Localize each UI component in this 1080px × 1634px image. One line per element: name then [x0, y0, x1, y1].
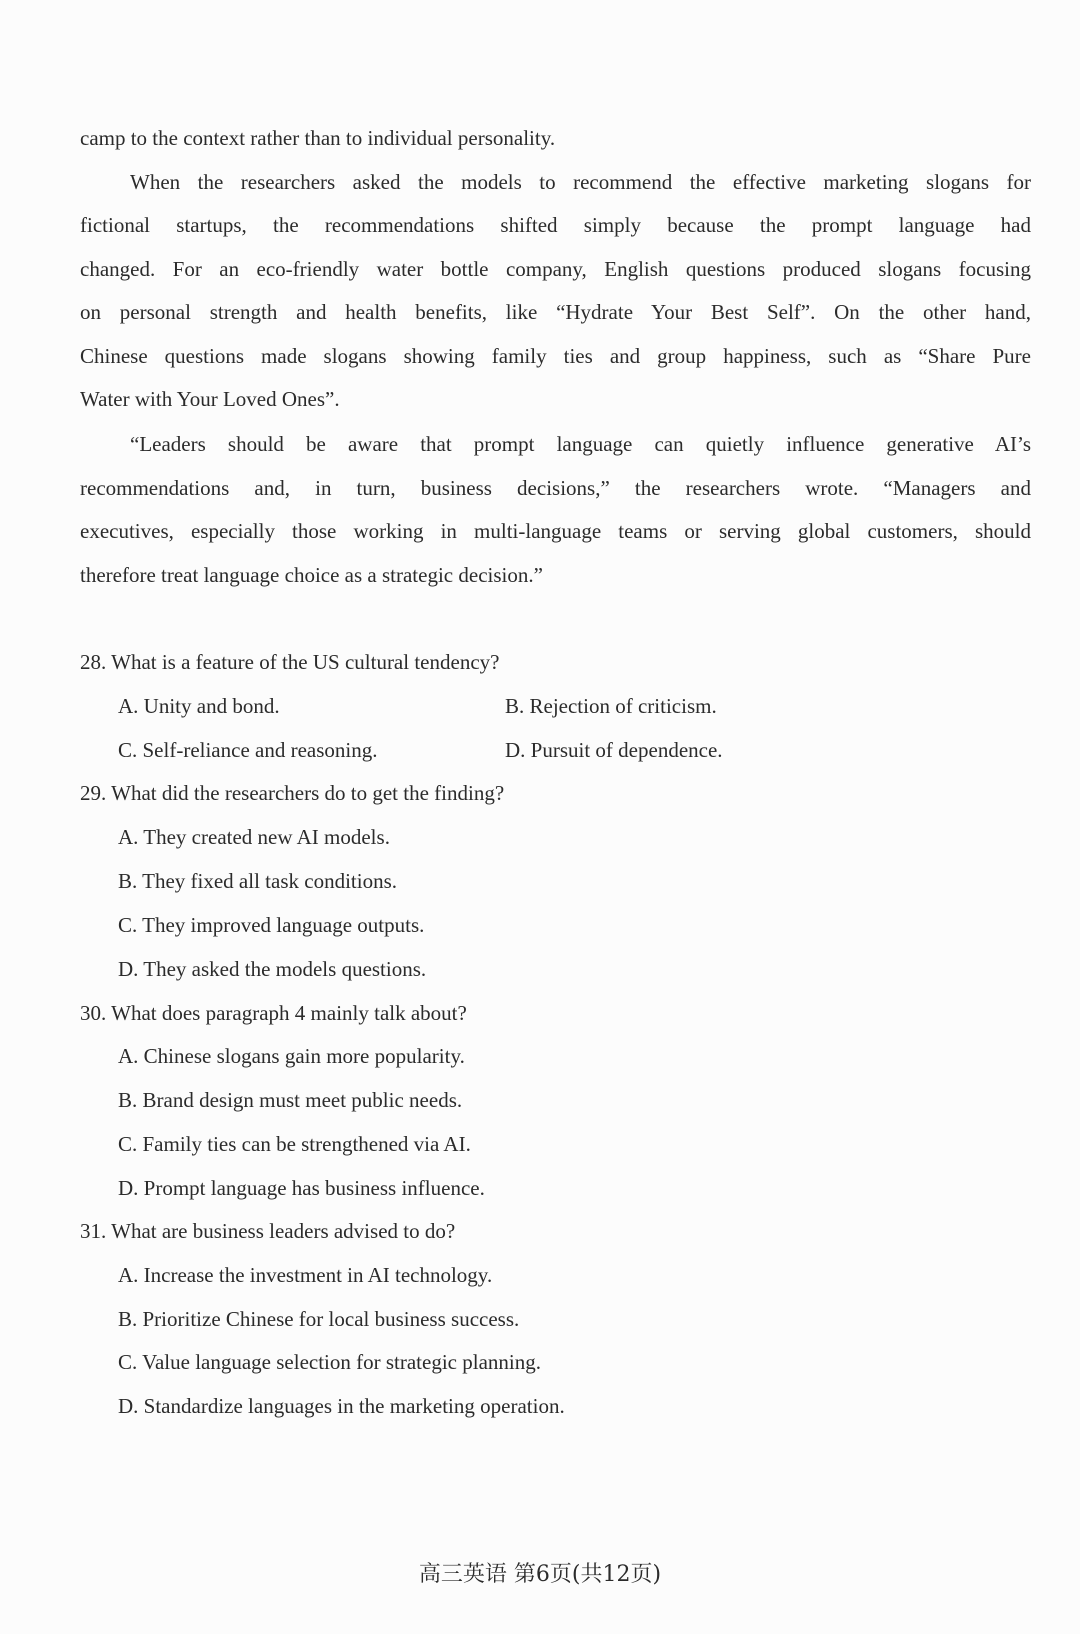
option-b: B. Prioritize Chinese for local business success.: [118, 1307, 520, 1331]
passage-line: “Leaders should be aware that prompt language can quietly influence generative AI’s: [130, 432, 1031, 456]
question-stem: 31. What are business leaders advised to do?: [80, 1219, 456, 1243]
option-b: B. They fixed all task conditions.: [118, 869, 397, 893]
passage-line: camp to the context rather than to individual personality.: [80, 126, 556, 150]
passage-line: executives, especially those working in multi-language teams or serving global customers, should: [80, 519, 1031, 543]
passage-line: on personal strength and health benefits, like “Hydrate Your Best Self”. On the other hand,: [80, 300, 1031, 324]
passage-line: Water with Your Loved Ones”.: [80, 387, 340, 411]
option-b: B. Rejection of criticism.: [505, 694, 717, 718]
option-a: A. Increase the investment in AI technology.: [118, 1263, 493, 1287]
passage-line: changed. For an eco-friendly water bottle company, English questions produced slogans focusing: [80, 257, 1031, 281]
option-d: D. They asked the models questions.: [118, 957, 427, 981]
option-c: C. Value language selection for strategic planning.: [118, 1350, 541, 1374]
option-a: A. They created new AI models.: [118, 825, 390, 849]
passage-line: Chinese questions made slogans showing family ties and group happiness, such as “Share Pure: [80, 344, 1031, 368]
option-a: A. Unity and bond.: [118, 694, 280, 718]
option-b: B. Brand design must meet public needs.: [118, 1088, 463, 1112]
option-d: D. Prompt language has business influence.: [118, 1176, 485, 1200]
question-stem: 30. What does paragraph 4 mainly talk about?: [80, 1001, 467, 1025]
option-d: D. Standardize languages in the marketing operation.: [118, 1394, 565, 1418]
option-a: A. Chinese slogans gain more popularity.: [118, 1044, 465, 1068]
question-stem: 28. What is a feature of the US cultural tendency?: [80, 650, 500, 674]
question-stem: 29. What did the researchers do to get the finding?: [80, 781, 505, 805]
option-c: C. They improved language outputs.: [118, 913, 425, 937]
option-c: C. Self-reliance and reasoning.: [118, 738, 378, 762]
option-d: D. Pursuit of dependence.: [505, 738, 723, 762]
passage-line: therefore treat language choice as a strategic decision.”: [80, 563, 543, 587]
passage-line: fictional startups, the recommendations shifted simply because the prompt language had: [80, 213, 1031, 237]
option-c: C. Family ties can be strengthened via AI.: [118, 1132, 471, 1156]
passage-line: recommendations and, in turn, business decisions,” the researchers wrote. “Managers and: [80, 476, 1031, 500]
page-footer: 高三英语 第6页(共12页): [418, 1562, 662, 1587]
passage-line: When the researchers asked the models to recommend the effective marketing slogans for: [130, 170, 1031, 194]
